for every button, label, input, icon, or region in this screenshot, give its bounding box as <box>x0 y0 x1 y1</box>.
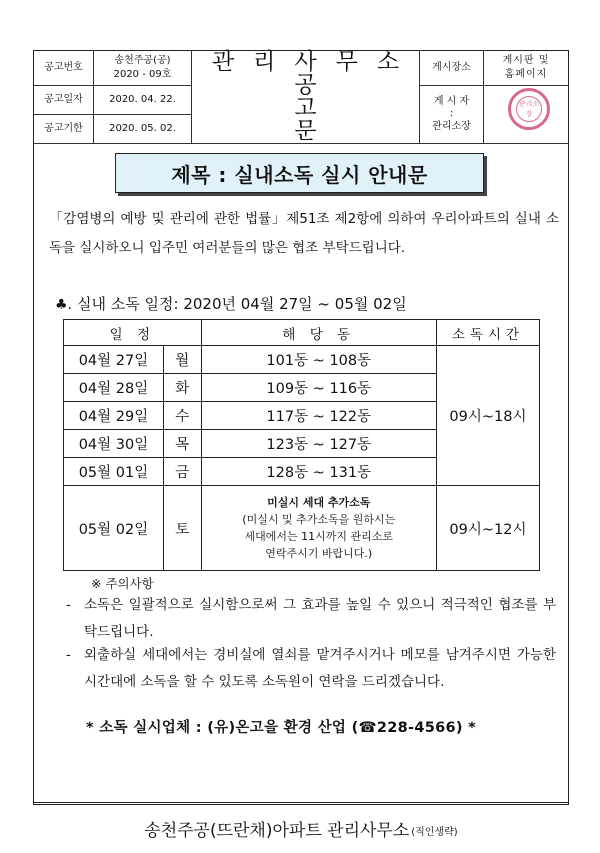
row-buildings: 109동 ~ 116동 <box>201 374 436 402</box>
posting-place-line2: 홈페이지 <box>504 69 548 80</box>
col-header-buildings: 해 당 동 <box>201 320 436 346</box>
schedule-text: 실내 소독 일정: 2020년 04월 27일 ~ 05월 02일 <box>77 295 407 313</box>
notice-number <box>94 51 192 86</box>
note-bullet: - <box>66 597 71 613</box>
row-date: 04월 30일 <box>64 430 164 458</box>
posting-place <box>484 51 568 86</box>
row-buildings: 101동 ~ 108동 <box>201 346 436 374</box>
extra-line2: (미실시 및 추가소독을 원하시는 <box>242 513 396 526</box>
notes-heading: ※ 주의사항 <box>91 576 154 591</box>
label-posting-place: 게시장소 <box>420 51 484 86</box>
row-day: 토 <box>163 486 201 571</box>
table-row-saturday <box>64 486 540 571</box>
note-text: 소독은 일괄적으로 실시함으로써 그 효과를 높일 수 있으니 적극적인 협조를 부탁드립니다. <box>84 597 556 640</box>
row-date: 04월 27일 <box>64 346 164 374</box>
label-notice-deadline: 공고기한 <box>34 115 94 144</box>
note-item <box>66 642 556 696</box>
notice-header <box>34 51 567 144</box>
row-date: 05월 02일 <box>64 486 164 571</box>
col-header-time: 소독시간 <box>436 320 539 346</box>
row-date: 04월 28일 <box>64 374 164 402</box>
notice-deadline: 2020. 05. 02. <box>94 115 192 144</box>
official-seal-icon <box>508 88 550 130</box>
row-buildings: 123동 ~ 127동 <box>201 430 436 458</box>
notice-title-block <box>192 51 420 144</box>
notice-subject-title: 제목 : 실내소독 실시 안내문 <box>115 153 484 193</box>
poster-line1: 게 시 자 <box>433 95 470 107</box>
label-notice-date: 공고일자 <box>34 86 94 115</box>
row-buildings: 117동 ~ 122동 <box>201 402 436 430</box>
row-date: 04월 29일 <box>64 402 164 430</box>
row-date: 05월 01일 <box>64 458 164 486</box>
row-buildings: 128동 ~ 131동 <box>201 458 436 486</box>
weekday-time: 09시~18시 <box>436 346 539 486</box>
seal-text: 관리소장 <box>516 96 542 122</box>
extra-disinfection-info <box>201 486 436 571</box>
row-day: 금 <box>163 458 201 486</box>
notice-number-line2: 2020 - 09호 <box>113 69 172 80</box>
intro-paragraph: 「감염병의 예방 및 관리에 관한 법률」제51조 제2항에 의하여 우리아파트의 실내 소독을 실시하오니 입주민 여러분들의 많은 협조 부탁드립니다. <box>49 211 559 256</box>
note-bullet: - <box>66 647 71 663</box>
row-day: 목 <box>163 430 201 458</box>
club-icon: ♣. <box>55 297 73 313</box>
label-notice-number: 공고번호 <box>34 51 94 86</box>
note-item <box>66 592 556 646</box>
posting-place-line1: 게시판 및 <box>502 54 550 66</box>
notice-number-line1: 송천주공(공) <box>114 54 171 66</box>
row-day: 월 <box>163 346 201 374</box>
label-poster <box>420 86 484 144</box>
col-header-date: 일 정 <box>64 320 202 346</box>
note-text: 외출하실 세대에서는 경비실에 열쇠를 맡겨주시거나 메모를 남겨주시면 가능한 시간대에 소독을 할 수 있도록 소독원이 연락을 드리겠습니다. <box>84 647 556 690</box>
row-day: 수 <box>163 402 201 430</box>
extra-line1: 미실시 세대 추가소독 <box>267 496 371 509</box>
seal-omitted-note: (직인생략) <box>411 826 458 838</box>
extra-line4: 연락주시기 바랍니다.) <box>265 547 373 560</box>
poster-line2: : <box>449 108 454 120</box>
schedule-table <box>63 319 540 571</box>
row-day: 화 <box>163 374 201 402</box>
footer <box>33 802 569 853</box>
schedule-heading <box>55 293 407 314</box>
extra-line3: 세대에서는 11시까지 관리소로 <box>244 530 394 543</box>
saturday-time: 09시~12시 <box>436 486 539 571</box>
table-row <box>64 346 540 374</box>
office-name: 송천주공(뜨란채)아파트 관리사무소 <box>144 820 410 841</box>
notice-date: 2020. 04. 22. <box>94 86 192 115</box>
poster-line3: 관리소장 <box>432 120 471 132</box>
table-header-row <box>64 320 540 346</box>
notice-title-line1: 관리사무소 <box>211 49 419 75</box>
notice-title-line2: 공고문 <box>294 72 379 144</box>
vendor-info: * 소독 실시업체 : (유)온고을 환경 산업 (☎228-4566) * <box>86 720 477 736</box>
